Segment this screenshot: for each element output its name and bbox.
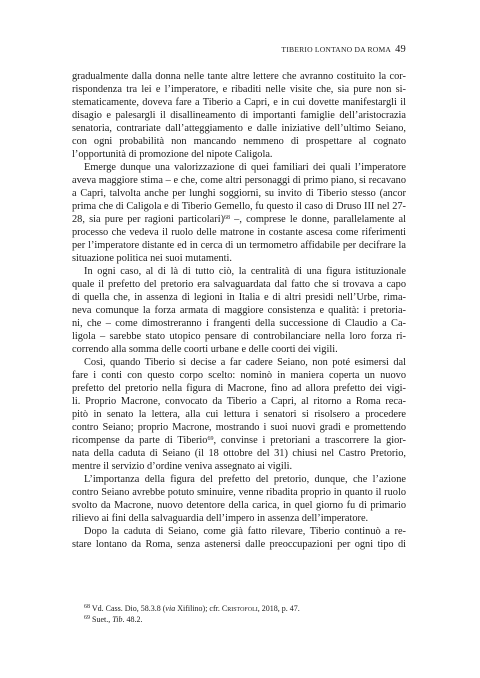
footnote-69	[72, 614, 406, 625]
footnote-italic: via	[165, 604, 176, 613]
text-line: ni, che – come dimostreranno i frangenti della successione di Claudio a Ca-	[72, 318, 406, 329]
footnote-text: Xifilino); cfr.	[175, 604, 222, 613]
text-line: prefetto del pretorio nella figura di Macrone, fino ad allora prefetto dei vigi-	[72, 383, 406, 394]
text-line: In ogni caso, al di là di tutto ciò, la centralità di una figura istituzionale	[84, 266, 406, 277]
text-line: nata della caduta di Seiano (il 18 ottobre del 31) chiusi nel Castro Pretorio,	[72, 448, 406, 459]
footnote-68	[72, 603, 406, 614]
text-line: stare lontano da Roma, senza astenersi dalle preoccupazioni per ogni tipo di	[72, 539, 406, 550]
text-segment: ricompense da parte di Tiberio	[72, 435, 208, 446]
page-number: 49	[395, 44, 406, 55]
text-line: situazione politica nei suoi mutamenti.	[72, 253, 233, 264]
text-segment: –, comprese le donne, parallelamente al	[230, 214, 406, 225]
running-title: TIBERIO LONTANO DA ROMA	[281, 45, 392, 54]
footnote-text: Vd. Cass. Dio, 58.3.8 (	[90, 604, 166, 613]
footnote-text: Suet.,	[90, 615, 113, 624]
text-line: Emerge dunque una valorizzazione di quei familiari dei quali l’imperatore	[84, 162, 406, 173]
text-line: gradualmente dalla donna nelle tante altre lettere che avranno costituito la cor-	[72, 71, 406, 82]
text-line: L’importanza della figura del prefetto del pretorio, dunque, che l’azione	[84, 474, 406, 485]
text-line: per l’imperatore distante ed in cerca di un termometro affidabile per decifrare la	[72, 240, 406, 251]
running-header	[72, 42, 406, 58]
text-line: aveva maggiore stima – e che, come altri personaggi di primo piano, si recavano	[72, 175, 406, 186]
text-line: Così, quando Tiberio si decise a far cadere Seiano, non poté esimersi dal	[84, 357, 406, 368]
footnote-text: . 48.2.	[122, 615, 143, 624]
text-line: pitò in senato la lettera, alla cui lettura i senatori si risolsero a procedere	[72, 409, 406, 420]
body-text	[72, 70, 406, 551]
text-line	[72, 213, 406, 226]
footnote-ref-69[interactable]: 69	[207, 436, 214, 442]
text-line: li. Proprio Macrone, convocato da Tiberio a Capri, al ritorno a Roma reca-	[72, 396, 406, 407]
text-line: mentre il servizio d’ordine veniva assegnato ai vigili.	[72, 461, 293, 472]
footnotes	[72, 603, 406, 625]
footnote-text: , 2018, p. 47.	[257, 604, 300, 613]
text-line: disagio e palesargli il disallineamento di importanti famiglie dell’aristocrazia	[72, 110, 406, 121]
text-line: rilievo ai fini della salvaguardia dell’impero in assenza dell’imperatore.	[72, 513, 369, 524]
text-line: quale il prefetto del pretorio era salvaguardata dal fatto che si trovava a capo	[72, 279, 406, 290]
footnote-number: 69	[84, 615, 90, 621]
text-segment: 28, sia pure per ragioni particolari)	[72, 214, 225, 225]
text-line: senatoria, contrariate dall’atteggiamento e dalle iniziative dell’ultimo Seiano,	[72, 123, 406, 134]
text-line: svolto da Macrone, nuovo detentore della carica, in quel giorno fu di primario	[72, 500, 406, 511]
text-line: prima che di Caligola e di Tiberio Gemello, fu questo il caso di Druso III nel 27-	[72, 201, 406, 212]
text-line: rispondenza tra lei e l’imperatore, e ribaditi nelle visite che, sia pure non si-	[72, 84, 406, 95]
text-line: stematicamente, doveva fare a Tiberio a Capri, e in cui dovette manifestargli il	[72, 97, 406, 108]
text-segment: , convinse i pretoriani a trascorrere la gior-	[213, 435, 406, 446]
text-line: processo che vedeva il ruolo delle matrone in costante ascesa come riferimenti	[72, 227, 406, 238]
footnote-ref-68[interactable]: 68	[224, 215, 231, 221]
footnote-number: 68	[84, 604, 90, 610]
text-line: contro Seiano avrebbe potuto sminuire, venne ribadita proprio in quanto il ruolo	[72, 487, 406, 498]
footnote-author: Cristofoli	[221, 604, 258, 613]
footnote-italic: Tib	[112, 615, 123, 624]
text-line: fare i conti con questo corpo scelto: nominò in maniera coperta un nuovo	[72, 370, 406, 381]
text-line	[72, 434, 406, 447]
text-line: Dopo la caduta di Seiano, come già fatto rilevare, Tiberio continuò a re-	[84, 526, 406, 537]
text-line: con ogni probabilità non mancando nemmeno di prospettare al cognato	[72, 136, 406, 147]
text-line: di quella che, in assenza di legioni in Italia e di altri presìdi nell’Urbe, rima-	[72, 292, 406, 303]
text-line: l’opportunità di promozione del nipote Caligola.	[72, 149, 273, 160]
text-line: neva comunque la forza armata di maggiore consistenza e qualità: i pretoria-	[72, 305, 406, 316]
text-line: a Capri, talvolta anche per lunghi soggiorni, su invito di Tiberio stesso (ancor	[72, 188, 406, 199]
text-line: contro Seiano; proprio Macrone, mostrando i suoi nuovi gradi e promettendo	[72, 422, 406, 433]
text-line: correndo alla somma delle coorti urbane e delle coorti dei vigili.	[72, 344, 338, 355]
text-line: ligola – sarebbe stato utopico pensare di controbilanciare nella loro forza ri-	[72, 331, 406, 342]
